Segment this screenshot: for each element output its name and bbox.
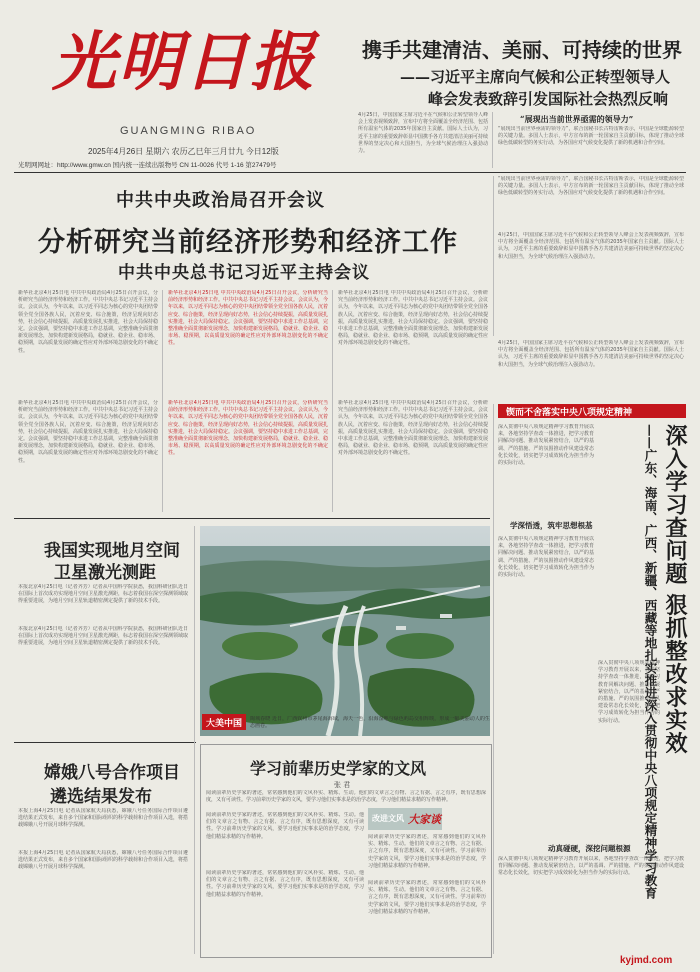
top-story-box-body: “展现出当前世界亟需的领导力”，联合国秘书长古特雷斯表示，中国是全球能源转型的关键力量。多国人士表示，中方宣布的新一轮国家自主贡献目标，体现了推动全球绿色低碳转型的务实行动，为各国应对气候变化提供了新的机遇和合作空间。 <box>498 126 684 147</box>
photo-badge <box>202 714 246 730</box>
change-title-2: 遴选结果发布 <box>50 787 152 807</box>
main-photo <box>200 526 490 736</box>
column-divider-right <box>493 404 494 954</box>
laser-body-2: 本报北京4月25日电（记者齐芳）记者从中国科学院获悉，我国科研团队近日在国际上首次成功实现地月空间卫星激光测距，标志着我国在深空探测领域取得重要进展，为地月空间卫星轨道精密测定提供了新的技术手段。 <box>18 626 188 647</box>
masthead-logo: 光明日报 <box>52 25 316 100</box>
essay-body-2b: 阅读前辈历史学家的著述，常常感到他们的文风朴实、精炼、生动。他们的文章言之有物、言之有据、言之有序，既有思想深度，又有可读性。学习前辈历史学家的文风，要学习他们实事求是的治学态度，学习他们精益求精的写作精神。 <box>368 880 486 915</box>
column-divider <box>492 112 493 168</box>
top-story-body-right: “展现出当前世界亟需的领导力”，联合国秘书长古特雷斯表示，中国是全球能源转型的关键力量。多国人士表示，中方宣布的新一轮国家自主贡献目标，体现了推动全球绿色低碳转型的务实行动，为各国应对气候变化提供了新的机遇和合作空间。 <box>498 176 684 197</box>
essay-title: 学习前辈历史学家的文风 <box>250 759 427 778</box>
photo-badge-text: 大美中国 <box>206 719 243 729</box>
side-subtitle: ——广东、海南、广西、新疆、西藏等地扎实推进深入贯彻中央八项规定精神学习教育 <box>643 424 658 899</box>
laser-title-1: 我国实现地月空间 <box>44 541 180 561</box>
change-title-1: 嫦娥八号合作项目 <box>44 763 180 783</box>
essay-intro: 阅读前辈历史学家的著述，常常感到他们的文风朴实、精炼、生动。他们的文章言之有物、言之有据、言之有序，既有思想深度，又有可读性。学习前辈历史学家的文风，要学习他们实事求是的治学态度，学习他们精益求精的写作精神。 <box>206 790 486 804</box>
laser-body: 本报北京4月25日电（记者齐芳）记者从中国科学院获悉，我国科研团队近日在国际上首次成功实现地月空间卫星激光测距，标志着我国在深空探测领域取得重要进展，为地月空间卫星轨道精密测定提供了新的技术手段。 <box>18 584 188 605</box>
lead-body-col-2: 新华社北京4月25日电 中共中央政治局4月25日召开会议，分析研究当前经济形势和经济工作。中共中央总书记习近平主持会议。会议认为，今年以来，以习近平同志为核心的党中央团结带领全党全国各族人民，沉着应变、综合施策，经济呈现向好态势，社会信心持续提振，高质量发展扎实推进，社会大局保持稳定。会议强调，要坚持稳中求进工作总基调，完整准确全面贯彻新发展理念，加快构建新发展格局，稳就业、稳企业、稳市场、稳预期，以高质量发展的确定性应对外部环境急剧变化的不确定性。 <box>168 290 328 347</box>
column-divider <box>194 526 195 954</box>
watermark: kyjmd.com <box>620 955 673 966</box>
essay-author: 张 君 <box>334 781 351 789</box>
photo-caption: 陶城春晓 近日，广西钦州市茅尾海海域，海天一色，沿海湿地与绿色屿岛交相辉映，形成一幅美丽动人的生态画卷。 <box>250 716 490 730</box>
essay-column-tag-text: 改进文风 <box>372 814 404 823</box>
lead-body-col-2b: 新华社北京4月25日电 中共中央政治局4月25日召开会议，分析研究当前经济形势和经济工作。中共中央总书记习近平主持会议。会议认为，今年以来，以习近平同志为核心的党中央团结带领全党全国各族人民，沉着应变、综合施策，经济呈现向好态势，社会信心持续提振，高质量发展扎实推进，社会大局保持稳定。会议强调，要坚持稳中求进工作总基调，完整准确全面贯彻新发展理念，加快构建新发展格局，稳就业、稳企业、稳市场、稳预期，以高质量发展的确定性应对外部环境急剧变化的不确定性。 <box>168 400 328 457</box>
side-small-head: 学深悟透，筑牢思想根基 <box>510 521 593 530</box>
side-small-head-2: 动真碰硬，深挖问题根源 <box>548 844 631 853</box>
lead-body-col-1: 新华社北京4月25日电 中共中央政治局4月25日召开会议，分析研究当前经济形势和经济工作。中共中央总书记习近平主持会议。会议认为，今年以来，以习近平同志为核心的党中央团结带领全党全国各族人民，沉着应变、综合施策，经济呈现向好态势，社会信心持续提振，高质量发展扎实推进，社会大局保持稳定。会议强调，要坚持稳中求进工作总基调，完整准确全面贯彻新发展理念，加快构建新发展格局，稳就业、稳企业、稳市场、稳预期，以高质量发展的确定性应对外部环境急剧变化的不确定性。 <box>18 290 158 354</box>
side-title: 深入学习查问题 狠抓整改求实效 <box>662 424 688 755</box>
essay-body-1b: 阅读前辈历史学家的著述，常常感到他们的文风朴实、精炼、生动。他们的文章言之有物、言之有据、言之有序，既有思想深度，又有可读性。学习前辈历史学家的文风，要学习他们实事求是的治学态度，学习他们精益求精的写作精神。 <box>206 870 364 898</box>
top-story-subtitle-2: 峰会发表致辞引发国际社会热烈反响 <box>428 90 669 108</box>
lead-kicker: 中共中央政治局召开会议 <box>116 190 325 211</box>
lead-body-col-3: 新华社北京4月25日电 中共中央政治局4月25日召开会议，分析研究当前经济形势和经济工作。中共中央总书记习近平主持会议。会议认为，今年以来，以习近平同志为核心的党中央团结带领全党全国各族人民，沉着应变、综合施策，经济呈现向好态势，社会信心持续提振，高质量发展扎实推进，社会大局保持稳定。会议强调，要坚持稳中求进工作总基调，完整准确全面贯彻新发展理念，加快构建新发展格局，稳就业、稳企业、稳市场、稳预期，以高质量发展的确定性应对外部环境急剧变化的不确定性。 <box>338 290 488 347</box>
side-banner-text: 锲而不舍落实中央八项规定精神 <box>506 408 633 418</box>
column-divider <box>162 290 163 512</box>
column-divider-right <box>493 176 494 336</box>
top-story-body-right-3: 4月25日，中国国家主席习近平在气候和公正转型领导人峰会上发表视频致辞，宣布中方将全面覆盖全经济范围、包括所有温室气体的2035年国家自主贡献。国际人士认为，习近平主席的重要致辞彰显中国携手各方共建清洁美丽可持续世界的坚定决心和大国担当，为全球气候治理注入强劲动力。 <box>498 340 684 368</box>
change-body: 本报上海4月25日电 记者从国家航天局获悉，嫦娥八号任务国际合作项目遴选结果正式发布，来自多个国家和国际组织的科学载荷和合作项目入选，将搭载嫦娥八号开展月球科学探测。 <box>18 808 188 829</box>
top-story-body-right-2: 4月25日，中国国家主席习近平在气候和公正转型领导人峰会上发表视频致辞，宣布中方将全面覆盖全经济范围、包括所有温室气体的2035年国家自主贡献。国际人士认为，习近平主席的重要致辞彰显中国携手各方共建清洁美丽可持续世界的坚定决心和大国担当，为全球气候治理注入强劲动力。 <box>498 232 684 260</box>
lead-subhead: 中共中央总书记习近平主持会议 <box>118 263 370 283</box>
essay-body-2: 阅读前辈历史学家的著述，常常感到他们的文风朴实、精炼、生动。他们的文章言之有物、言之有据、言之有序，既有思想深度，又有可读性。学习前辈历史学家的文风，要学习他们实事求是的治学态度，学习他们精益求精的写作精神。 <box>368 834 486 869</box>
change-body-2: 本报上海4月25日电 记者从国家航天局获悉，嫦娥八号任务国际合作项目遴选结果正式发布，来自多个国家和国际组织的科学载荷和合作项目入选，将搭载嫦娥八号开展月球科学探测。 <box>18 850 188 871</box>
publication-line: 光明网网址：http://www.gmw.cn 国内统一连续出版物号 CN 11-0026 代号 1-16 第27479号 <box>18 162 277 169</box>
essay-column-tag-text-2: 大家谈 <box>408 813 441 826</box>
side-body-4: 深入贯彻中央八项规定精神学习教育开展以来，各地坚持学查改一体推进，把学习教育同解决问题、推动发展紧密结合，以严的基调、严的措施、严的氛围推动作风建设常态化长效化，切实把学习成效转化为担当作为的实际行动。 <box>498 856 684 877</box>
top-story-subtitle-1: ——习近平主席向气候和公正转型领导人 <box>400 68 671 86</box>
masthead-pinyin: GUANGMING RIBAO <box>120 125 257 137</box>
top-story-box-heading: “展现出当前世界亟需的领导力” <box>520 114 634 124</box>
laser-title-2: 卫星激光测距 <box>54 563 156 583</box>
section-rule <box>14 518 490 519</box>
aerial-wetland-image <box>200 526 490 736</box>
top-story-title: 携手共建清洁、美丽、可持续的世界 <box>362 38 682 62</box>
side-body-3: 深入贯彻中央八项规定精神学习教育开展以来，各地坚持学查改一体推进，把学习教育同解决问题、推动发展紧密结合，以严的基调、严的措施、严的氛围推动作风建设常态化长效化，切实把学习成效转化为担当作为的实际行动。 <box>598 660 660 724</box>
date-line: 2025年4月26日 星期六 农历乙巳年三月廿九 今日12版 <box>88 147 279 156</box>
essay-column-tag <box>368 808 442 830</box>
lead-headline: 分析研究当前经济形势和经济工作 <box>38 227 458 258</box>
side-banner <box>498 404 686 418</box>
side-body-1: 深入贯彻中央八项规定精神学习教育开展以来，各地坚持学查改一体推进，把学习教育同解决问题、推动发展紧密结合，以严的基调、严的措施、严的氛围推动作风建设常态化长效化，切实把学习成效转化为担当作为的实际行动。 <box>498 424 594 467</box>
lead-body-col-1b: 新华社北京4月25日电 中共中央政治局4月25日召开会议，分析研究当前经济形势和经济工作。中共中央总书记习近平主持会议。会议认为，今年以来，以习近平同志为核心的党中央团结带领全党全国各族人民，沉着应变、综合施策，经济呈现向好态势，社会信心持续提振，高质量发展扎实推进，社会大局保持稳定。会议强调，要坚持稳中求进工作总基调，完整准确全面贯彻新发展理念，加快构建新发展格局，稳就业、稳企业、稳市场、稳预期，以高质量发展的确定性应对外部环境急剧变化的不确定性。 <box>18 400 158 464</box>
masthead-rule <box>14 172 686 173</box>
side-body-2: 深入贯彻中央八项规定精神学习教育开展以来，各地坚持学查改一体推进，把学习教育同解决问题、推动发展紧密结合，以严的基调、严的措施、严的氛围推动作风建设常态化长效化，切实把学习成效转化为担当作为的实际行动。 <box>498 536 594 579</box>
top-story-body-left: 4月25日，中国国家主席习近平在气候和公正转型领导人峰会上发表视频致辞，宣布中方将全面覆盖全经济范围、包括所有温室气体的2035年国家自主贡献。国际人士认为，习近平主席的重要致辞彰显中国携手各方共建清洁美丽可持续世界的坚定决心和大国担当，为全球气候治理注入强劲动力。 <box>358 112 488 155</box>
column-divider <box>332 290 333 512</box>
essay-body-1: 阅读前辈历史学家的著述，常常感到他们的文风朴实、精炼、生动。他们的文章言之有物、言之有据、言之有序，既有思想深度，又有可读性。学习前辈历史学家的文风，要学习他们实事求是的治学态度，学习他们精益求精的写作精神。 <box>206 812 364 840</box>
section-rule <box>14 742 196 743</box>
lead-body-col-3b: 新华社北京4月25日电 中共中央政治局4月25日召开会议，分析研究当前经济形势和经济工作。中共中央总书记习近平主持会议。会议认为，今年以来，以习近平同志为核心的党中央团结带领全党全国各族人民，沉着应变、综合施策，经济呈现向好态势，社会信心持续提振，高质量发展扎实推进，社会大局保持稳定。会议强调，要坚持稳中求进工作总基调，完整准确全面贯彻新发展理念，加快构建新发展格局，稳就业、稳企业、稳市场、稳预期，以高质量发展的确定性应对外部环境急剧变化的不确定性。 <box>338 400 488 457</box>
